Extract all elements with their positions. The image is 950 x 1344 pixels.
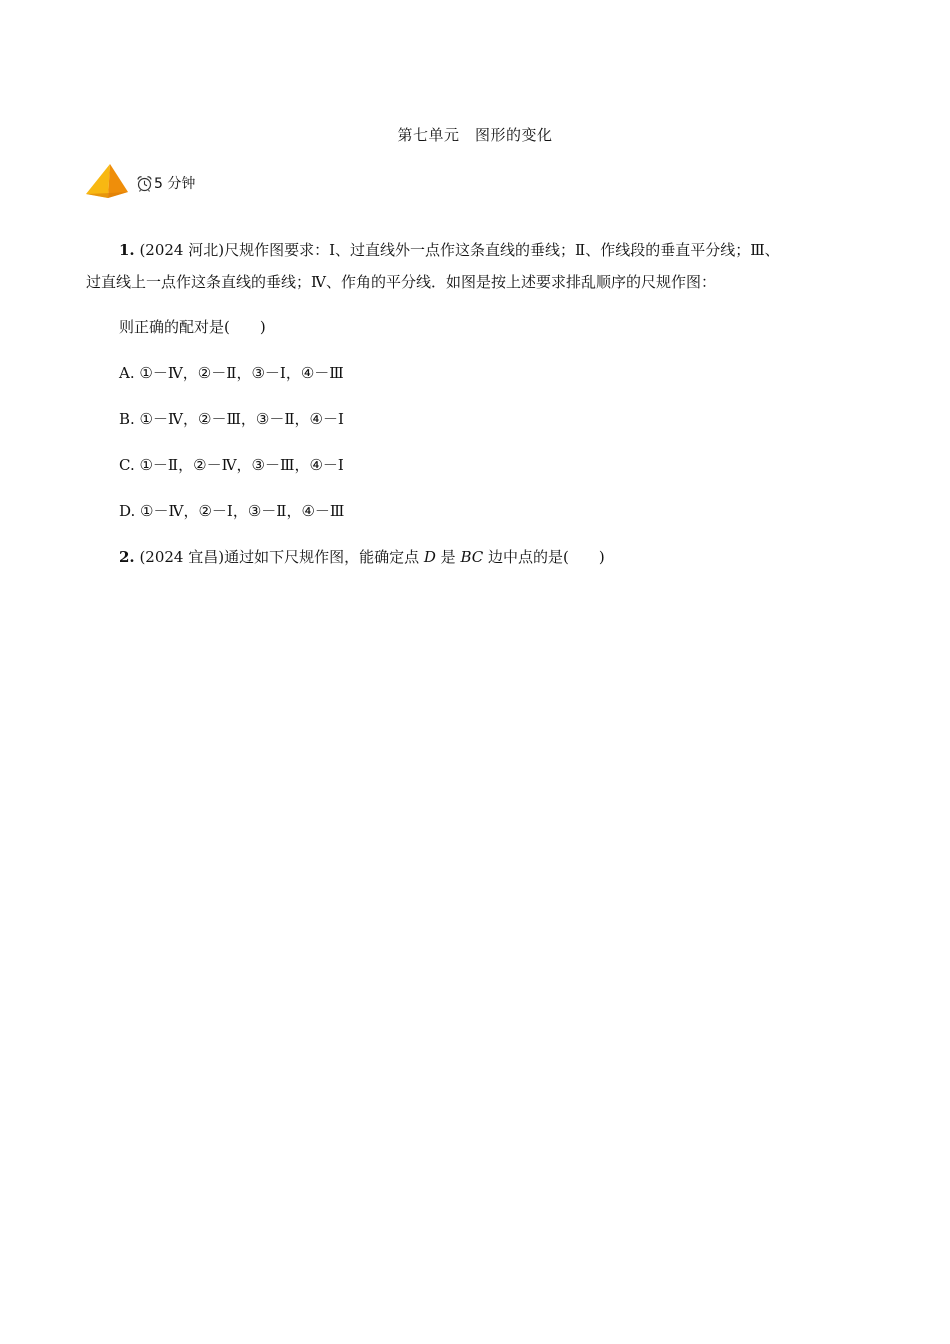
question-2-number: 2. bbox=[119, 548, 135, 566]
question-2-close: ) bbox=[598, 548, 605, 566]
question-2-text-c: 边中点的是( bbox=[483, 548, 569, 566]
question-1-line-1 bbox=[119, 240, 780, 260]
question-2-text-a: (2024 宜昌)通过如下尺规作图，能确定点 bbox=[134, 548, 424, 566]
option-c: C. ①－Ⅱ，②－Ⅳ，③－Ⅲ，④－Ⅰ bbox=[119, 456, 344, 474]
question-1-prompt-close: ) bbox=[259, 318, 266, 336]
timer-row bbox=[86, 163, 195, 199]
option-b: B. ①－Ⅳ，②－Ⅲ，③－Ⅱ，④－Ⅰ bbox=[119, 410, 344, 428]
question-2-text-b: 是 bbox=[435, 548, 461, 566]
alarm-clock-icon bbox=[136, 175, 153, 192]
segment-bc: BC bbox=[460, 548, 484, 566]
question-1-text-1: (2024 河北)尺规作图要求：Ⅰ、过直线外一点作这条直线的垂线；Ⅱ、作线段的垂直平分线；Ⅲ、 bbox=[134, 241, 780, 259]
page-title: 第七单元 图形的变化 bbox=[397, 126, 553, 144]
timer-text: 5 分钟 bbox=[154, 176, 196, 192]
pyramid-icon bbox=[86, 163, 128, 199]
question-1-prompt bbox=[119, 317, 266, 337]
question-2-line bbox=[119, 547, 605, 567]
question-1-line-2: 过直线上一点作这条直线的垂线；Ⅳ、作角的平分线．如图是按上述要求排乱顺序的尺规作图： bbox=[86, 273, 716, 291]
option-d: D. ①－Ⅳ，②－Ⅰ，③－Ⅱ，④－Ⅲ bbox=[119, 502, 345, 520]
point-d: D bbox=[423, 548, 436, 566]
option-a: A. ①－Ⅳ，②－Ⅱ，③－Ⅰ，④－Ⅲ bbox=[119, 364, 344, 382]
question-1-number: 1. bbox=[119, 241, 135, 259]
question-1-prompt-text: 则正确的配对是( bbox=[119, 318, 230, 336]
